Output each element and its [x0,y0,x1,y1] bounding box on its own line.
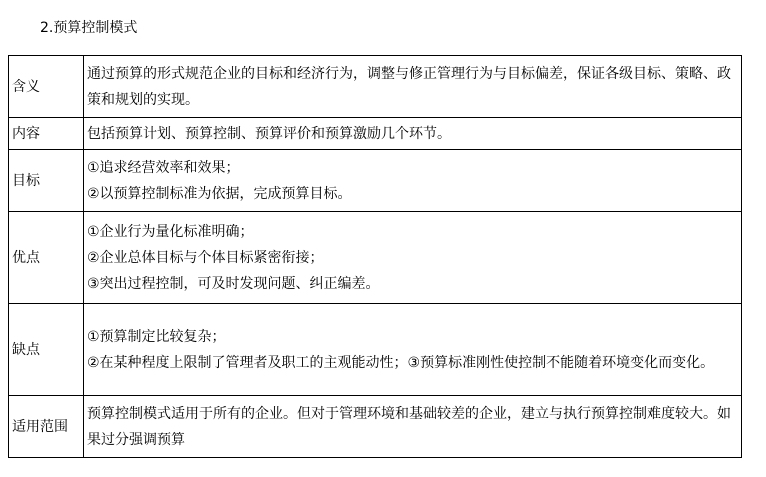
content-line: ①预算制定比较复杂； [87,328,226,345]
row-content-advantages [84,212,742,304]
content-line: ③突出过程控制，可及时发现问题、纠正编差。 [87,275,380,292]
table-row [9,396,742,458]
section-heading: 2.预算控制模式 [40,20,138,36]
row-label-disadvantages: 缺点 [9,304,84,396]
budget-control-table [8,55,742,458]
content-line: ②企业总体目标与个体目标紧密衔接； [87,249,324,266]
table-row [9,212,742,304]
content-line: 包括预算计划、预算控制、预算评价和预算激励几个环节。 [87,125,451,142]
row-content-scope [84,396,742,458]
content-line: ①企业行为量化标准明确； [87,223,254,240]
row-label-goal: 目标 [9,150,84,212]
table-row [9,56,742,118]
row-content-disadvantages [84,304,742,396]
row-label-contents: 内容 [9,118,84,150]
content-line: 通过预算的形式规范企业的目标和经济行为，调整与修正管理行为与目标偏差，保证各级目标、策略、政策和规划的实现。 [87,65,731,108]
content-line: ①追求经营效率和效果； [87,159,240,176]
row-content-meaning [84,56,742,118]
row-label-scope: 适用范围 [9,396,84,458]
content-line: ②以预算控制标准为依据，完成预算目标。 [87,185,352,202]
table-row [9,150,742,212]
row-content-contents [84,118,742,150]
content-line: 预算控制模式适用于所有的企业。但对于管理环境和基础较差的企业，建立与执行预算控制难度较大。如果过分强调预算 [87,405,731,448]
table-row [9,118,742,150]
row-label-meaning: 含义 [9,56,84,118]
row-label-advantages: 优点 [9,212,84,304]
row-content-goal [84,150,742,212]
content-line: ②在某种程度上限制了管理者及职工的主观能动性；③预算标准刚性使控制不能随着环境变化而变化。 [87,354,715,371]
table-row [9,304,742,396]
